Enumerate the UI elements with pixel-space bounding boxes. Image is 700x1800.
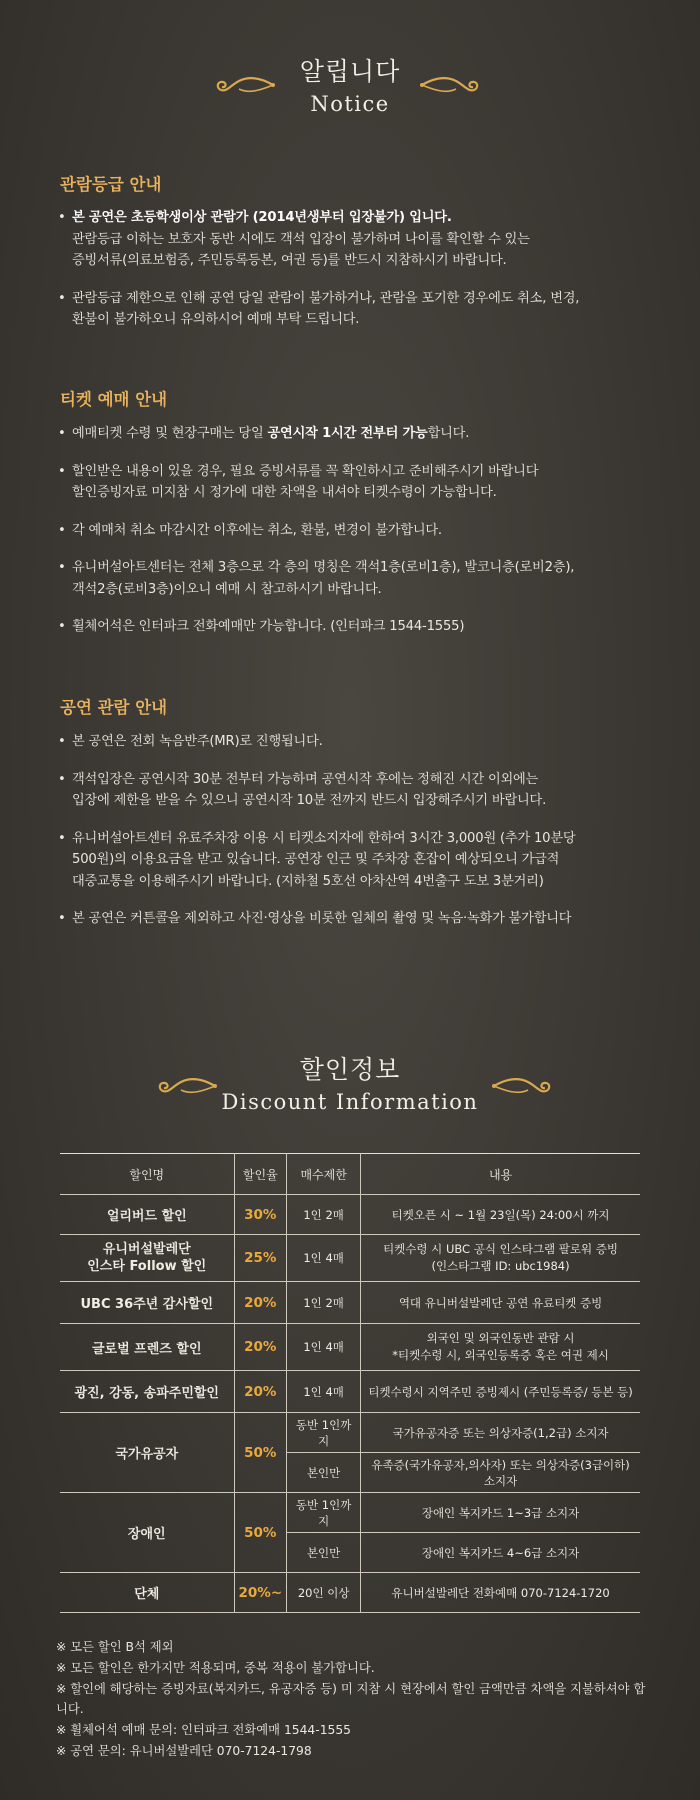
- table-row: [60, 1493, 640, 1533]
- line-text: 증빙서류(의료보험증, 주민등록등본, 여권 등)를 반드시 지참하시기 바랍니다.: [72, 253, 507, 268]
- header-limit: 매수제한: [287, 1154, 361, 1195]
- discount-name: 글로벌 프렌즈 할인: [60, 1324, 234, 1371]
- list-item: [58, 461, 658, 504]
- table-row: [60, 1413, 640, 1453]
- discount-table: [60, 1153, 640, 1613]
- discount-rate: 20%~: [234, 1573, 287, 1613]
- section-title-ticket: 티켓 예매 안내: [60, 390, 168, 409]
- line-text: 대중교통을 이용해주시기 바랍니다. (지하철 5호선 아차산역 4번출구 도보 3분거리): [72, 873, 544, 889]
- line-text: 객석입장은 공연시작 30분 전부터 가능하며 공연시작 후에는 정해진 시간 이외에는: [72, 771, 539, 787]
- list-item: [58, 520, 658, 542]
- list-item: [58, 423, 658, 445]
- discount-desc: 티켓오픈 시 ~ 1월 23일(목) 24:00시 까지: [361, 1195, 640, 1235]
- discount-limit: 동반 1인까지: [287, 1413, 361, 1453]
- discount-desc: 티켓수령 시 UBC 공식 인스타그램 팔로워 증빙 (인스타그램 ID: ubc1984): [361, 1235, 640, 1282]
- line-text: 할인증빙자료 미지참 시 정가에 대한 차액을 내셔야 티켓수령이 가능합니다.: [72, 485, 497, 500]
- line-text: 입장에 제한을 받을 수 있으니 공연시작 10분 전까지 반드시 입장해주시기 바랍니다.: [72, 793, 547, 808]
- bold-text: 공연시작 1시간 전부터 가능: [267, 426, 428, 441]
- discount-rate: 25%: [234, 1235, 287, 1282]
- note-line: ※ 모든 할인 B석 제외: [56, 1640, 174, 1654]
- list-item: [58, 288, 658, 331]
- discount-limit: 1인 2매: [287, 1282, 361, 1324]
- discount-desc: 유니버설발레단 전화예매 070-7124-1720: [361, 1573, 640, 1613]
- section-title-viewing: 공연 관람 안내: [60, 698, 168, 717]
- discount-name: UBC 36주년 감사할인: [60, 1282, 234, 1324]
- line-text: 예매티켓 수령 및 현장구매는 당일: [72, 426, 268, 441]
- list-item: [58, 908, 658, 930]
- discount-desc: 역대 유니버설발레단 공연 유료티켓 증빙: [361, 1282, 640, 1324]
- table-header-row: [60, 1154, 640, 1195]
- list-item: [58, 769, 658, 812]
- discount-rate: 50%: [234, 1493, 287, 1573]
- line-text: 관람등급 제한으로 인해 공연 당일 관람이 불가하거나, 관람을 포기한 경우에도 취소, 변경,: [72, 290, 580, 306]
- bold-text: 본 공연은 초등학생이상 관람가 (2014년생부터 입장불가) 입니다.: [72, 210, 452, 225]
- table-row: [60, 1235, 640, 1282]
- discount-rate: 20%: [234, 1282, 287, 1324]
- line-text: 할인받은 내용이 있을 경우, 필요 증빙서류를 꼭 확인하시고 준비해주시기 바랍니다: [72, 463, 539, 479]
- ticket-list: [58, 423, 658, 654]
- list-item: [58, 616, 658, 638]
- line-text: 환불이 불가하오니 유의하시어 예매 부탁 드립니다.: [72, 312, 360, 327]
- list-item: [58, 207, 658, 272]
- line-text: 본 공연은 커튼콜을 제외하고 사진·영상을 비롯한 일체의 촬영 및 녹음·녹화가 불가합니다: [72, 911, 572, 926]
- discount-limit: 1인 4매: [287, 1235, 361, 1282]
- discount-title-kr: 할인정보: [299, 1055, 401, 1084]
- notice-title-en: Notice: [310, 92, 390, 116]
- discount-limit: 1인 4매: [287, 1371, 361, 1413]
- note-line: ※ 할인에 해당하는 증빙자료(복지카드, 유공자증 등) 미 지참 시 현장에서 할인 금액만큼 차액을 지불하셔야 합니다.: [56, 1681, 646, 1717]
- discount-limit: 동반 1인까지: [287, 1493, 361, 1533]
- discount-desc: 국가유공자증 또는 의상자증(1,2급) 소지자: [361, 1413, 640, 1453]
- line-text: 500원)의 이용요금을 받고 있습니다. 공연장 인근 및 주차장 혼잡이 예상되오니 가급적: [72, 852, 560, 867]
- line-text: 유니버설아트센터 유료주차장 이용 시 티켓소지자에 한하여 3시간 3,000원 (추가 10분당: [72, 830, 576, 846]
- line-text: 객석2층(로비3층)이오니 예매 시 참고하시기 바랍니다.: [72, 581, 382, 597]
- discount-limit: 본인만: [287, 1533, 361, 1573]
- notice-heading: [0, 52, 700, 116]
- discount-desc: 티켓수령시 지역주민 증빙제시 (주민등록증/ 등본 등): [361, 1371, 640, 1413]
- discount-rate: 20%: [234, 1371, 287, 1413]
- discount-notes: [56, 1637, 656, 1762]
- rating-list: [58, 207, 658, 347]
- header-rate: 할인율: [234, 1154, 287, 1195]
- discount-heading: [0, 1050, 700, 1114]
- table-row: [60, 1573, 640, 1613]
- line-text: 각 예매처 취소 마감시간 이후에는 취소, 환불, 변경이 불가합니다.: [72, 522, 442, 538]
- notice-title-kr: 알립니다: [299, 57, 401, 86]
- discount-desc: 장애인 복지카드 4~6급 소지자: [361, 1533, 640, 1573]
- list-item: [58, 731, 658, 753]
- discount-name: 국가유공자: [60, 1413, 234, 1493]
- discount-name: 얼리버드 할인: [60, 1195, 234, 1235]
- note-line: ※ 휠체어석 예매 문의: 인터파크 전화예매 1544-1555: [56, 1723, 351, 1738]
- discount-name: 단체: [60, 1573, 234, 1613]
- line-text: 본 공연은 전회 녹음반주(MR)로 진행됩니다.: [72, 734, 323, 749]
- viewing-list: [58, 731, 658, 946]
- table-row: [60, 1195, 640, 1235]
- discount-name: 유니버설발레단 인스타 Follow 할인: [60, 1235, 234, 1282]
- header-desc: 내용: [361, 1154, 640, 1195]
- discount-limit: 20인 이상: [287, 1573, 361, 1613]
- discount-desc: 유족증(국가유공자,의사자) 또는 의상자증(3급이하) 소지자: [361, 1453, 640, 1493]
- line-text: 합니다.: [427, 426, 470, 441]
- discount-rate: 20%: [234, 1324, 287, 1371]
- table-row: [60, 1282, 640, 1324]
- note-line: ※ 모든 할인은 한가지만 적용되며, 중복 적용이 불가합니다.: [56, 1660, 375, 1675]
- discount-limit: 1인 2매: [287, 1195, 361, 1235]
- discount-name: 광진, 강동, 송파주민할인: [60, 1371, 234, 1413]
- note-line: ※ 공연 문의: 유니버설발레단 070-7124-1798: [56, 1743, 312, 1758]
- list-item: [58, 828, 658, 893]
- line-text: 휠체어석은 인터파크 전화예매만 가능합니다. (인터파크 1544-1555): [72, 619, 465, 634]
- header-name: 할인명: [60, 1154, 234, 1195]
- line-text: 관람등급 이하는 보호자 동반 시에도 객석 입장이 불가하며 나이를 확인할 수 있는: [72, 231, 530, 247]
- table-row: [60, 1371, 640, 1413]
- discount-desc: 장애인 복지카드 1~3급 소지자: [361, 1493, 640, 1533]
- discount-limit: 1인 4매: [287, 1324, 361, 1371]
- section-title-rating: 관람등급 안내: [60, 175, 162, 194]
- discount-rate: 50%: [234, 1413, 287, 1493]
- list-item: [58, 557, 658, 600]
- discount-rate: 30%: [234, 1195, 287, 1235]
- discount-desc: 외국인 및 외국인동반 관람 시 *티켓수령 시, 외국인등록증 혹은 여권 제시: [361, 1324, 640, 1371]
- discount-limit: 본인만: [287, 1453, 361, 1493]
- discount-name: 장애인: [60, 1493, 234, 1573]
- table-row: [60, 1324, 640, 1371]
- discount-title-en: Discount Information: [221, 1090, 479, 1114]
- line-text: 유니버설아트센터는 전체 3층으로 각 층의 명칭은 객석1층(로비1층), 발코니층(로비2층),: [72, 560, 575, 575]
